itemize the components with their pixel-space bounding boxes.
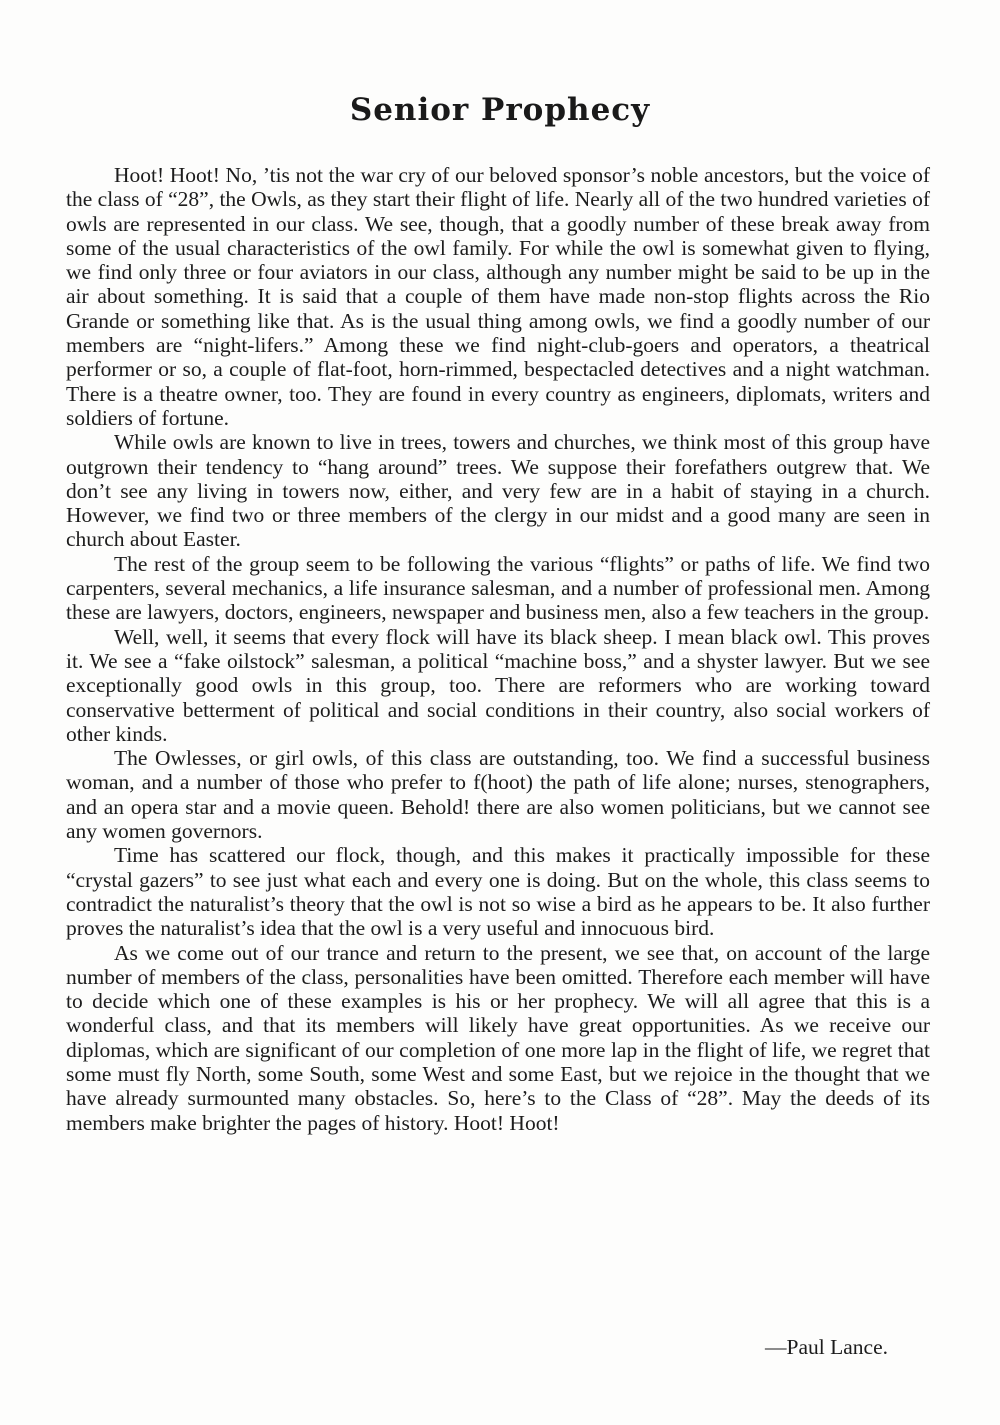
paragraph: As we come out of our trance and return to the present, we see that, on account of the large number of members of the class, personalities have been omitted. Therefore each member will have to decide which one of these examples is his or her prophecy. We will all agree that this is a wonderful class, and that its members will likely have great opportunities. As we receive our diplomas, which are significant of our completion of one more lap in the flight of life, we regret that some must fly North, some South, some West and some East, but we rejoice in the thought that we have already surmounted many obstacles. So, here’s to the Class of “28”. May the deeds of its members make brighter the pages of history. Hoot! Hoot! — [66, 940, 930, 1135]
paragraph: While owls are known to live in trees, towers and churches, we think most of this group have outgrown their tendency to “hang around” trees. We suppose their forefathers outgrew that. We don’t see any living in towers now, either, and very few are in a habit of staying in a church. However, we find two or three members of the clergy in our midst and a good many are seen in church about Easter. — [66, 430, 930, 552]
paragraph: The Owlesses, or girl owls, of this class are outstanding, too. We find a successful business woman, and a number of those who prefer to f(hoot) the path of life alone; nurses, stenographers, and an opera star and a movie queen. Behold! there are also women politicians, but we cannot see any women governors. — [66, 746, 930, 844]
article-body — [66, 163, 930, 1135]
paragraph: Well, well, it seems that every flock will have its black sheep. I mean black owl. This proves it. We see a “fake oilstock” salesman, a political “machine boss,” and a shyster lawyer. But we see exceptionally good owls in this group, too. There are reformers who are working toward conservative betterment of political and social conditions in their country, also social workers of other kinds. — [66, 624, 930, 746]
paragraph: Time has scattered our flock, though, and this makes it practically impossible for these “crystal gazers” to see just what each and every one is doing. But on the whole, this class seems to contradict the naturalist’s theory that the owl is not so wise a bird as he appears to be. It also further proves the naturalist’s idea that the owl is a very useful and innocuous bird. — [66, 843, 930, 941]
page-title: Senior Prophecy — [349, 92, 651, 128]
paragraph: Hoot! Hoot! No, ’tis not the war cry of our beloved sponsor’s noble ancestors, but the voice of the class of “28”, the Owls, as they start their flight of life. Nearly all of the two hundred varieties of owls are represented in our class. We see, though, that a goodly number of these break away from some of the usual characteristics of the owl family. For while the owl is somewhat given to flying, we find only three or four aviators in our class, although any number might be said to be up in the air about something. It is said that a couple of them have made non-stop flights across the Rio Grande or something like that. As is the usual thing among owls, we find a goodly number of our members are “night-lifers.” Among these we find night-club-goers and operators, a theatrical performer or so, a couple of flat-foot, horn-rimmed, bespectacled detectives and a night watchman. There is a theatre owner, too. They are found in every country as engineers, diplomats, writers and soldiers of fortune. — [66, 163, 930, 430]
author-signature: —Paul Lance. — [765, 1335, 888, 1359]
paragraph: The rest of the group seem to be following the various “flights” or paths of life. We find two carpenters, several mechanics, a life insurance salesman, and a number of professional men. Among these are lawyers, doctors, engineers, newspaper and business men, also a few teachers in the group. — [66, 551, 930, 625]
